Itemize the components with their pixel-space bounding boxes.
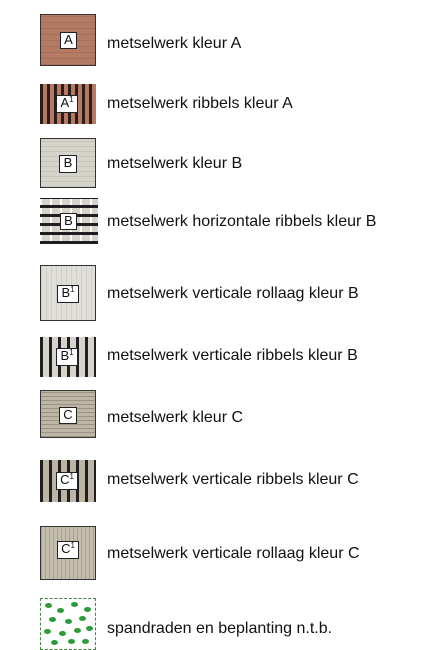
legend-label: metselwerk kleur B	[107, 155, 243, 172]
shrub-dot	[51, 640, 58, 645]
shrub-dot	[44, 629, 51, 634]
shrub-dot	[84, 607, 91, 612]
legend-label: metselwerk kleur C	[107, 409, 244, 426]
shrub-dot	[65, 619, 72, 624]
legend-label: metselwerk horizontale ribbels kleur B	[107, 213, 377, 230]
code-label-c1: $C^1$	[57, 541, 79, 559]
legend-label: metselwerk verticale rollaag kleur C	[107, 545, 360, 562]
brick-c-vertical-ribs-swatch-icon	[40, 460, 96, 502]
shrub-dot	[49, 617, 56, 622]
code-label-b-horizontal: B	[60, 213, 77, 230]
shrub-dot	[79, 616, 86, 621]
legend-label: metselwerk kleur A	[107, 35, 242, 52]
legend-label: metselwerk verticale ribbels kleur C	[107, 471, 359, 488]
shrub-dot	[45, 603, 52, 608]
code-label-b1-ribs: $B^1$	[56, 348, 78, 366]
code-label-a1: $A^1$	[56, 95, 78, 113]
brick-c-swatch-icon	[40, 390, 96, 438]
planting-swatch-icon	[40, 598, 96, 650]
shrub-dot	[74, 628, 81, 633]
brick-b-vertical-rollaag-swatch-icon	[40, 265, 96, 321]
legend-label: metselwerk verticale ribbels kleur B	[107, 347, 358, 364]
legend-label: metselwerk ribbels kleur A	[107, 95, 293, 112]
code-label-c1-ribs: $C^1$	[56, 472, 78, 490]
code-label-b1: $B^1$	[57, 285, 79, 303]
shrub-dot	[57, 608, 64, 613]
brick-a-ribs-swatch-icon	[40, 84, 96, 124]
shrub-dot	[86, 626, 93, 631]
brick-c-vertical-rollaag-swatch-icon	[40, 526, 96, 580]
shrub-dot	[82, 639, 89, 644]
legend-label: metselwerk verticale rollaag kleur B	[107, 285, 359, 302]
code-label-b: B	[59, 155, 77, 173]
brick-b-vertical-ribs-swatch-icon	[40, 337, 96, 377]
shrub-dot	[68, 639, 75, 644]
code-label-a: A	[60, 32, 77, 49]
brick-a-swatch-icon	[40, 14, 96, 66]
brick-b-horizontal-ribs-swatch-icon	[40, 198, 98, 244]
code-label-c: C	[59, 407, 77, 424]
shrub-dot	[71, 602, 78, 607]
legend-label: spandraden en beplanting n.t.b.	[107, 620, 333, 637]
brick-b-swatch-icon	[40, 138, 96, 188]
shrub-dot	[59, 631, 66, 636]
